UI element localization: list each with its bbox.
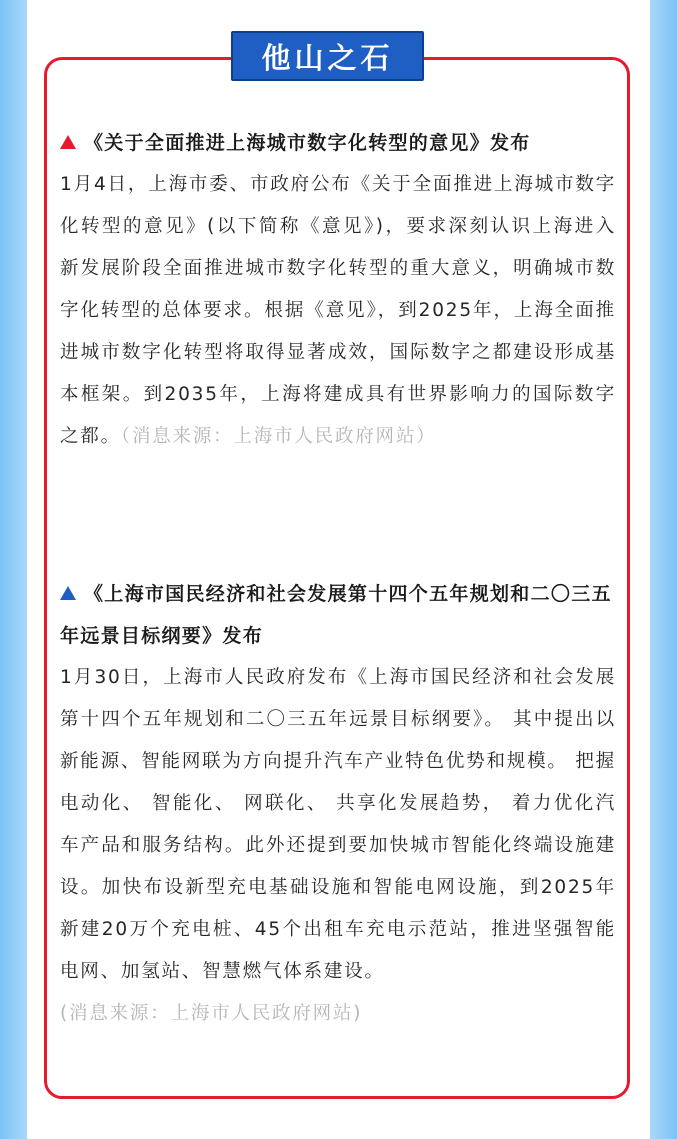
left-blue-border [0,0,27,1139]
article-1-source: （消息来源：上海市人民政府网站） [120,426,437,447]
article-1 [60,122,616,458]
article-1-body: 1月4日，上海市委、市政府公布《关于全面推进上海城市数字化转型的意见》(以下简称《意见》)，要求深刻认识上海进入新发展阶段全面推进城市数字化转型的重大意义，明确城市数字化转型的总体要求。根据《意见》，到2025年，上海全面推进城市数字化转型将取得显著成效，国际数字之都建设形成基本框架。到2035年，上海将建成具有世界影响力的国际数字之都。 [60,174,616,447]
article-2 [60,573,616,1035]
article-2-body-block [60,657,616,1035]
article-2-body: 1月30日，上海市人民政府发布《上海市国民经济和社会发展第十四个五年规划和二〇三五年远景目标纲要》。 其中提出以新能源、智能网联为方向提升汽车产业特色优势和规模。 把握电动化、 智能化、 网联化、 共享化发展趋势， 着力优化汽车产品和服务结构。此外还提到要加快城市智能化终端设施建设。加快布设新型充电基础设施和智能电网设施，到2025年新建20万个充电桩、45个出租车充电示范站，推进坚强智能电网、加氢站、智慧燃气体系建设。 [60,667,616,982]
article-2-source: (消息来源：上海市人民政府网站) [60,1003,363,1024]
section-title-banner [231,31,424,81]
red-triangle-icon [60,135,76,149]
page-title: 他山之石 [261,40,394,75]
article-1-headline-row [60,122,616,164]
article-2-headline: 《上海市国民经济和社会发展第十四个五年规划和二〇三五年远景目标纲要》发布 [60,583,612,647]
article-2-headline-row [60,573,616,657]
blue-triangle-icon [60,586,76,600]
article-1-body-block [60,164,616,458]
right-blue-border [650,0,677,1139]
article-1-headline: 《关于全面推进上海城市数字化转型的意见》发布 [84,132,531,154]
